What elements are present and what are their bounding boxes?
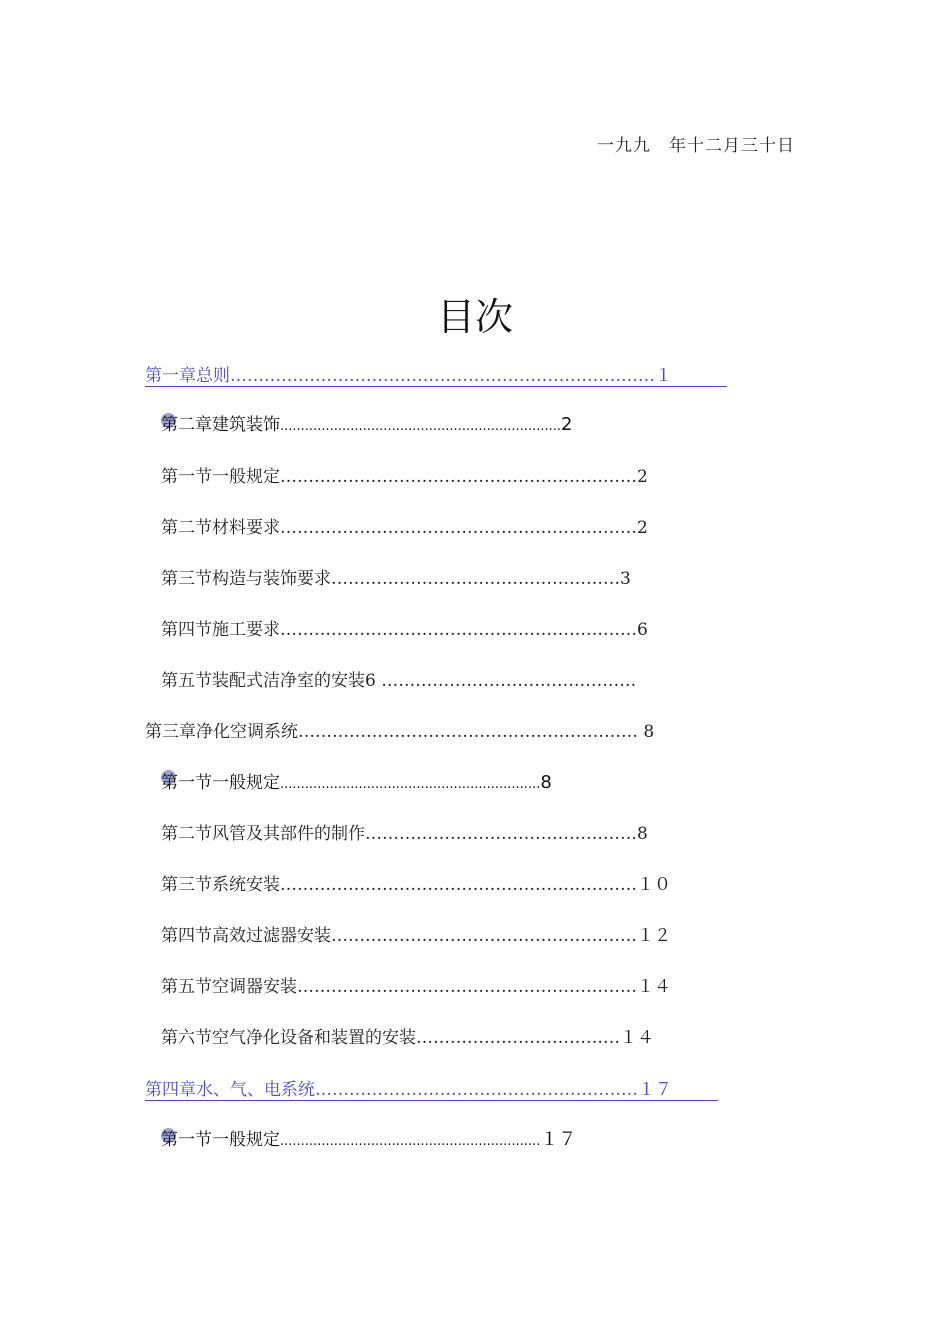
toc-page-number: 3 [620,569,631,589]
toc-section-2-3[interactable] [161,569,631,589]
toc-label: 第二节风管及其部件的制作 [161,824,365,844]
toc-section-2-2[interactable] [161,518,648,538]
toc-page-number: 2 [637,467,648,487]
toc-leader: ……………………………………… [381,671,637,691]
toc-leader: ………………………………………… [365,824,637,844]
toc-label: 第四节高效过滤器安装 [161,926,331,946]
toc-leader: ………………………………………………… [315,1080,638,1100]
toc-page-number: １ [655,366,672,386]
toc-page-number: １２ [637,926,671,946]
toc-page-number: 8 [540,772,552,793]
document-date: 一九九 年十二月三十日 [597,136,795,156]
toc-leader: ……………………………………………………… [280,620,637,640]
toc-section-3-4[interactable] [161,926,671,946]
toc-label: 第一节一般规定 [161,773,280,793]
toc-leader: ……………………………………………………… [280,875,637,895]
toc-label: 第五节空调器安装 [161,977,297,997]
toc-chapter-1-link[interactable] [145,366,727,387]
toc-leader: ............................................................... [280,777,541,792]
toc-leader: ............................................................... [280,1134,541,1149]
toc-section-3-5[interactable] [161,977,671,997]
toc-page-number: 6 [365,671,376,691]
toc-label: 第四章水、气、电系统 [145,1080,315,1100]
toc-section-4-1[interactable] [161,1130,576,1152]
toc-section-3-1[interactable] [161,773,552,795]
toc-page-number: 2 [637,518,648,538]
toc-leader: .................................................................... [280,419,561,434]
toc-label: 第一节一般规定 [161,467,280,487]
toc-page-number: １０ [637,875,671,895]
toc-page-number: １４ [637,977,671,997]
toc-leader: …………………………………………… [331,569,620,589]
toc-title: 目次 [436,295,513,339]
toc-label: 第三章净化空调系统 [145,722,298,742]
toc-leader: ……………………………… [416,1028,620,1048]
toc-page-number: １７ [638,1080,672,1100]
toc-chapter-2[interactable] [161,415,572,437]
toc-leader: …………………………………………………… [298,722,638,742]
toc-label: 第四节施工要求 [161,620,280,640]
toc-leader: …………………………………………………… [297,977,637,997]
toc-leader: ……………………………………………………… [280,518,637,538]
toc-label: 第三节构造与装饰要求 [161,569,331,589]
toc-page-number: 2 [561,414,573,435]
toc-page-number: １７ [540,1129,577,1150]
toc-section-3-2[interactable] [161,824,648,844]
toc-page-number: １４ [620,1028,654,1048]
toc-label: 第一节一般规定 [161,1130,280,1150]
toc-page-number: 6 [637,620,648,640]
toc-leader: ………………………………………………………………… [230,366,655,386]
toc-section-2-5[interactable] [161,671,636,691]
toc-label: 第二章建筑装饰 [161,415,280,435]
toc-leader: ……………………………………………… [331,926,637,946]
toc-page-number: 8 [643,722,655,742]
toc-label: 第一章总则 [145,366,230,386]
toc-label: 第二节材料要求 [161,518,280,538]
toc-chapter-3[interactable] [145,722,654,742]
toc-section-3-6[interactable] [161,1028,654,1048]
toc-label: 第六节空气净化设备和装置的安装 [161,1028,416,1048]
toc-page-number: 8 [637,824,648,844]
toc-label: 第三节系统安装 [161,875,280,895]
toc-section-2-1[interactable] [161,467,648,487]
toc-chapter-4-link[interactable] [145,1080,718,1101]
toc-leader: ……………………………………………………… [280,467,637,487]
toc-label: 第五节装配式洁净室的安装 [161,671,365,691]
toc-section-2-4[interactable] [161,620,648,640]
toc-section-3-3[interactable] [161,875,671,895]
